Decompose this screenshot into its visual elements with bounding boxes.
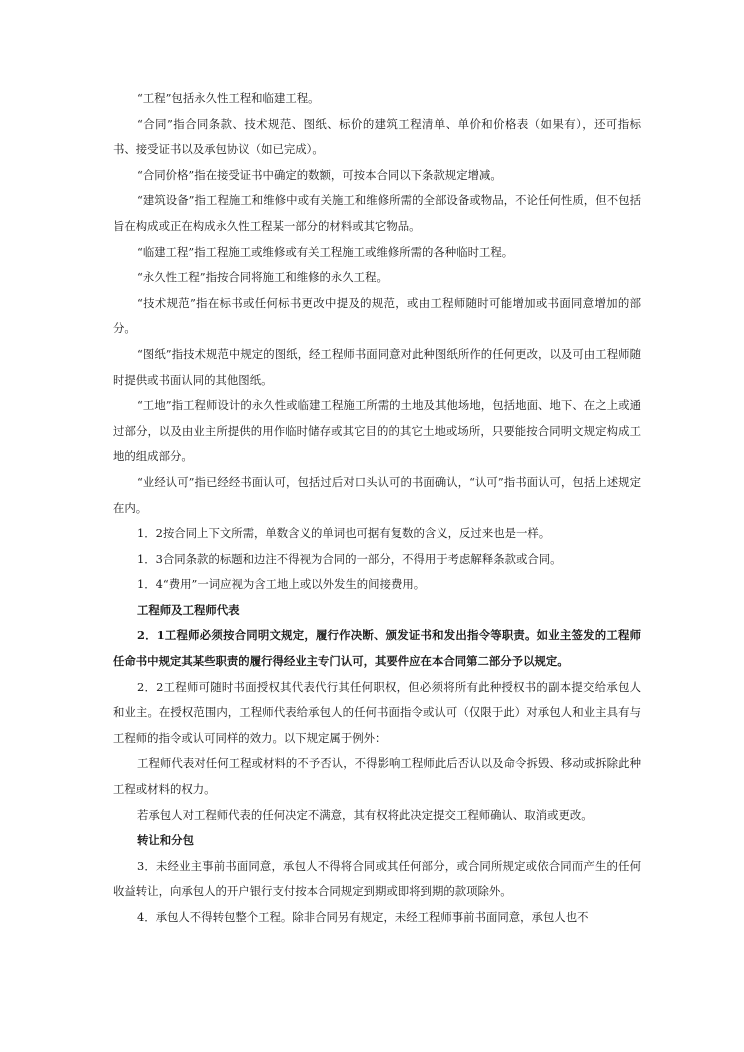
- paragraph: “永久性工程”指按合同将施工和维修的永久工程。: [137, 270, 388, 285]
- paragraph: “合同”指合同条款、技术规范、图纸、标价的建筑工程清单、单价和价格表（如果有），还可指标书、接受证书以及承包协议（如已完成）。: [113, 116, 641, 157]
- paragraph: 若承包人对工程师代表的任何决定不满意，其有权将此决定提交工程师确认、取消或更改。: [137, 807, 593, 822]
- paragraph: 工程师代表对任何工程或材料的不予否认，不得影响工程师此后否认以及命令拆毁、移动或拆除此种工程或材料的权力。: [113, 756, 641, 797]
- paragraph: “临建工程”指工程施工或维修或有关工程施工或维修所需的各种临时工程。: [137, 244, 514, 259]
- paragraph: 1．3合同条款的标题和边注不得视为合同的一部分，不得用于考虑解释条款或合同。: [137, 551, 562, 566]
- section-heading: 工程师及工程师代表: [137, 602, 240, 617]
- paragraph: “图纸”指技术规范中规定的图纸，经工程师书面同意对此种图纸所作的任何更改，以及可由工程师随时提供或书面认同的其他图纸。: [113, 346, 641, 387]
- document-body: [113, 86, 641, 931]
- paragraph: “业经认可”指已经经书面认可，包括过后对口头认可的书面确认，“认可”指书面认可，包括上述规定在内。: [113, 474, 641, 515]
- paragraph: 1．2按合同上下文所需，单数含义的单词也可据有复数的含义，反过来也是一样。: [137, 526, 551, 541]
- paragraph: “合同价格”指在接受证书中确定的数额，可按本合同以下条款规定增减。: [137, 167, 502, 182]
- paragraph: 2．1工程师必须按合同明文规定，履行作决断、颁发证书和发出指令等职责。如业主签发的工程师任命书中规定其某些职责的履行得经业主专门认可，其要件应在本合同第二部分予以规定。: [113, 628, 641, 669]
- paragraph: “技术规范”指在标书或任何标书更改中提及的规范，或由工程师随时可能增加或书面同意增加的部分。: [113, 295, 641, 336]
- section-heading: 转让和分包: [137, 833, 194, 848]
- paragraph: 1．4“费用”一词应视为含工地上或以外发生的间接费用。: [137, 577, 426, 592]
- paragraph: “建筑设备”指工程施工和维修中或有关施工和维修所需的全部设备或物品，不论任何性质，但不包括旨在构成或正在构成永久性工程某一部分的材料或其它物品。: [113, 193, 641, 233]
- paragraph: 4．承包人不得转包整个工程。除非合同另有规定，未经工程师事前书面同意，承包人也不: [137, 910, 589, 924]
- paragraph: 2．2工程师可随时书面授权其代表代行其任何职权，但必须将所有此种授权书的副本提交给承包人和业主。在授权范围内，工程师代表给承包人的任何书面指令或认可（仅限于此）对承包人和业主具有与工程师的指令或认可同样的效力。以下规定属于例外：: [113, 679, 641, 745]
- paragraph: “工地”指工程师设计的永久性或临建工程施工所需的土地及其他场地，包括地面、地下、在之上或通过部分，以及由业主所提供的用作临时储存或其它目的的其它土地或场所，只要能按合同明文规定构成工地的组成部分。: [113, 398, 641, 464]
- paragraph: 3．未经业主事前书面同意，承包人不得将合同或其任何部分，或合同所规定或依合同而产生的任何收益转让，向承包人的开户银行支付按本合同规定到期或即将到期的款项除外。: [113, 858, 641, 899]
- paragraph: “工程”包括永久性工程和临建工程。: [137, 91, 320, 105]
